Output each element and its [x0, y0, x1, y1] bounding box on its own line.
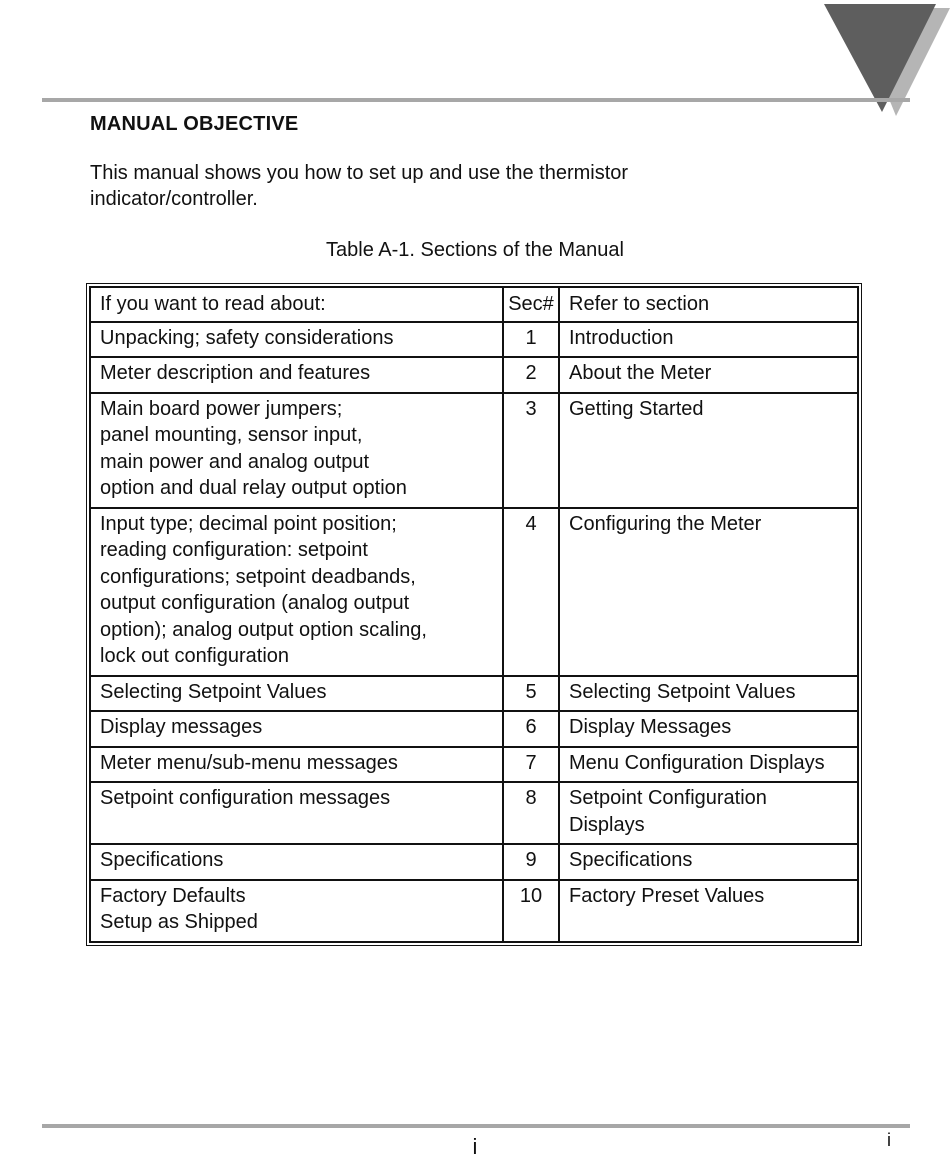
- topic-cell-line: option); analog output option scaling,: [100, 618, 427, 641]
- topic-cell-line: Meter menu/sub-menu messages: [100, 751, 398, 774]
- triangle-logo-icon: [820, 0, 950, 120]
- table-header-row: [90, 287, 858, 322]
- topic-cell-line: Setup as Shipped: [100, 911, 258, 933]
- topic-cell: [90, 508, 503, 676]
- topic-cell: [90, 747, 503, 783]
- ref-cell: [559, 357, 858, 393]
- ref-cell: [559, 747, 858, 783]
- topic-cell: [90, 676, 503, 712]
- ref-cell-line: About the Meter: [569, 362, 712, 384]
- sections-table: [89, 286, 859, 943]
- ref-cell-line: Specifications: [569, 849, 693, 871]
- topic-cell-line: Selecting Setpoint Values: [100, 680, 327, 703]
- sec-cell: 8: [503, 782, 559, 844]
- ref-cell: [559, 676, 858, 712]
- topic-cell: [90, 393, 503, 508]
- topic-cell-line: reading configuration: setpoint: [100, 539, 368, 561]
- sec-cell: 10: [503, 880, 559, 942]
- topic-cell-line: configurations; setpoint deadbands,: [100, 565, 416, 588]
- table-row: [90, 508, 858, 676]
- page-number-corner: i: [887, 1130, 891, 1150]
- topic-cell-line: Unpacking; safety considerations: [100, 326, 394, 349]
- table-row: [90, 322, 858, 358]
- intro-line: indicator/controller.: [90, 188, 258, 210]
- ref-cell: [559, 782, 858, 844]
- sec-cell: 7: [503, 747, 559, 783]
- ref-cell-line: Setpoint Configuration: [569, 787, 767, 809]
- topic-cell: [90, 357, 503, 393]
- topic-cell-line: main power and analog output: [100, 450, 370, 473]
- ref-cell: [559, 393, 858, 508]
- top-rule: [42, 98, 910, 102]
- table-row: [90, 676, 858, 712]
- ref-cell-line: Factory Preset Values: [569, 884, 765, 907]
- ref-cell-line: Menu Configuration Displays: [569, 751, 825, 774]
- topic-cell-line: Meter description and features: [100, 362, 371, 384]
- ref-cell-line: Selecting Setpoint Values: [569, 680, 796, 703]
- table-row: [90, 747, 858, 783]
- topic-cell-line: option and dual relay output option: [100, 477, 407, 499]
- table-row: [90, 782, 858, 844]
- sec-cell: 1: [503, 322, 559, 358]
- table-row: [90, 357, 858, 393]
- topic-cell-line: lock out configuration: [100, 645, 290, 667]
- ref-cell-line: Displays: [569, 813, 645, 836]
- topic-cell-line: output configuration (analog output: [100, 592, 410, 614]
- topic-cell-line: Factory Defaults: [100, 884, 246, 907]
- page-heading: MANUAL OBJECTIVE: [90, 113, 299, 135]
- intro-line: This manual shows you how to set up and use the thermistor: [90, 162, 629, 184]
- table-row: [90, 711, 858, 747]
- page-number: i: [472, 1134, 478, 1159]
- ref-cell: [559, 880, 858, 942]
- sec-cell: 2: [503, 357, 559, 393]
- table-row: [90, 844, 858, 880]
- ref-cell-line: Introduction: [569, 326, 674, 349]
- sections-table-frame: [86, 283, 862, 946]
- table-row: [90, 393, 858, 508]
- ref-cell: [559, 322, 858, 358]
- header-sec: Sec#: [503, 287, 559, 322]
- topic-cell-line: Input type; decimal point position;: [100, 512, 397, 535]
- table-body: [90, 322, 858, 942]
- sec-cell: 6: [503, 711, 559, 747]
- ref-cell-line: Display Messages: [569, 716, 732, 738]
- intro-paragraph: [90, 160, 750, 212]
- table-row: [90, 880, 858, 942]
- ref-cell: [559, 508, 858, 676]
- sec-cell: 3: [503, 393, 559, 508]
- topic-cell-line: Display messages: [100, 716, 263, 738]
- topic-cell: [90, 322, 503, 358]
- topic-cell: [90, 880, 503, 942]
- topic-cell-line: Setpoint configuration messages: [100, 787, 391, 809]
- header-ref: Refer to section: [559, 287, 858, 322]
- ref-cell-line: Configuring the Meter: [569, 512, 762, 535]
- topic-cell-line: panel mounting, sensor input,: [100, 424, 363, 446]
- sec-cell: 5: [503, 676, 559, 712]
- sec-cell: 4: [503, 508, 559, 676]
- sec-cell: 9: [503, 844, 559, 880]
- topic-cell: [90, 844, 503, 880]
- table-caption: Table A-1. Sections of the Manual: [326, 239, 624, 261]
- ref-cell: [559, 844, 858, 880]
- topic-cell: [90, 711, 503, 747]
- header-topic: If you want to read about:: [90, 287, 503, 322]
- topic-cell-line: Main board power jumpers;: [100, 397, 343, 420]
- ref-cell-line: Getting Started: [569, 397, 704, 420]
- bottom-rule: [42, 1124, 910, 1128]
- topic-cell-line: Specifications: [100, 849, 224, 871]
- ref-cell: [559, 711, 858, 747]
- topic-cell: [90, 782, 503, 844]
